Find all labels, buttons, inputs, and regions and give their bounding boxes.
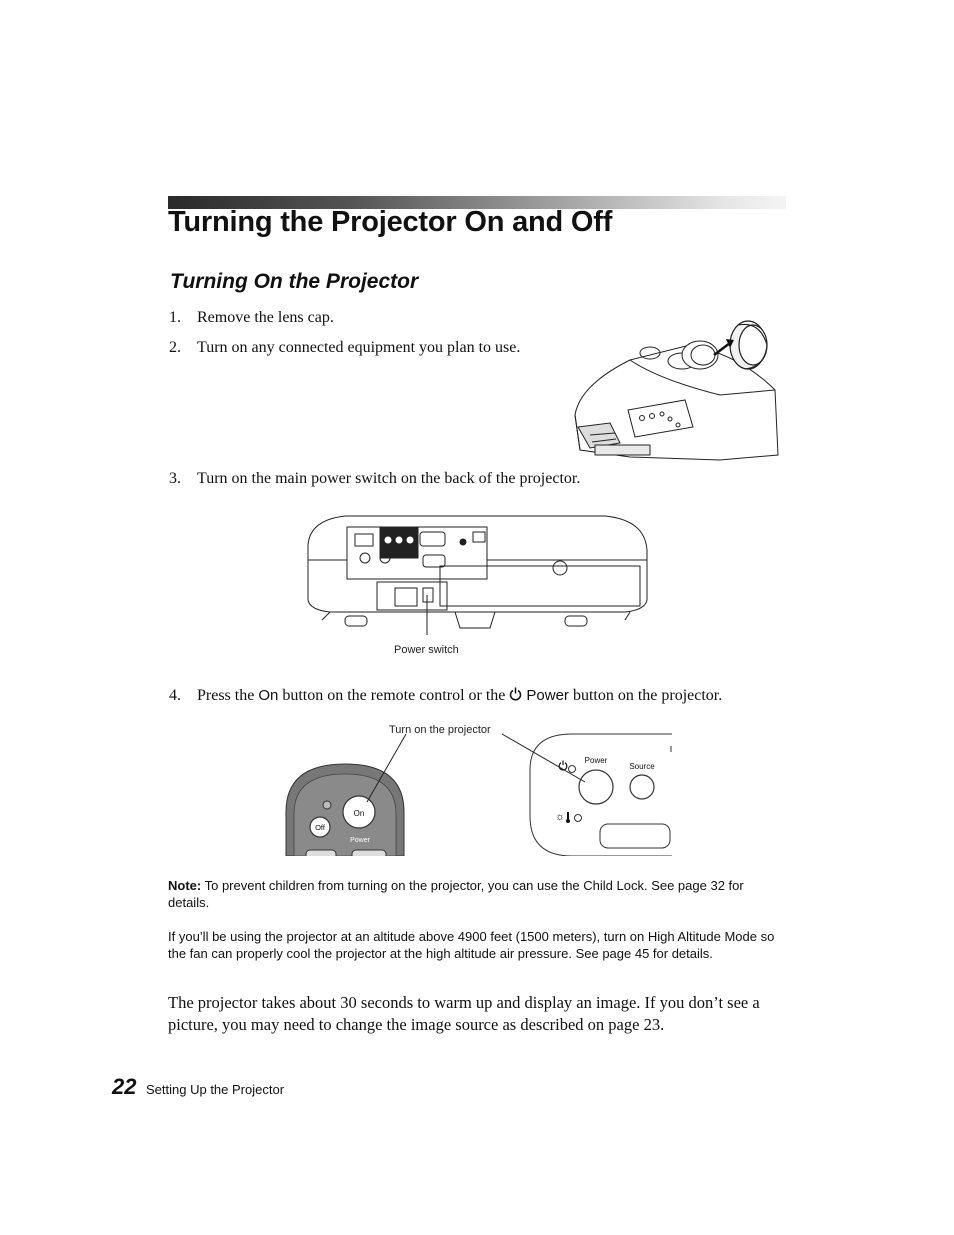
projector-back-illustration <box>305 510 650 635</box>
note-label: Note: <box>168 878 202 893</box>
step-number: 4. <box>169 687 181 704</box>
step-number: 1. <box>169 309 181 326</box>
step-text-post: button on the projector. <box>572 687 723 704</box>
remote-power-label: Power <box>350 837 370 844</box>
power-button-label: Power <box>526 687 569 704</box>
remote-off-label: Off <box>315 823 325 832</box>
footer-section: Setting Up the Projector <box>146 1082 285 1097</box>
note-altitude: If you’ll be using the projector at an altitude above 4900 feet (1500 meters), turn on High Altitude Mode so the fan can properly cool the projector at the high altitude air pressure. See page 45 for details. <box>168 929 775 961</box>
page-number: 22 <box>112 1074 137 1099</box>
lens-cap-illustration <box>570 315 785 463</box>
panel-source-label: Source <box>629 762 655 771</box>
svg-text:☼: ☼ <box>555 811 566 823</box>
step-number: 3. <box>169 470 181 487</box>
power-switch-caption: Power switch <box>394 644 459 656</box>
page-title: Turning the Projector On and Off <box>168 206 613 238</box>
panel-power-label: Power <box>584 756 608 765</box>
step-text: Turn on any connected equipment you plan to use. <box>197 339 521 356</box>
step-text: Turn on the main power switch on the back of the projector. <box>197 470 581 487</box>
step-text: Remove the lens cap. <box>197 309 334 326</box>
remote-and-panel-illustration <box>280 732 680 856</box>
step-text-pre: Press the <box>197 687 255 704</box>
note-text: To prevent children from turning on the projector, you can use the Child Lock. See page 32 for details. <box>168 878 744 910</box>
step-text-mid: button on the remote control or the <box>282 687 506 704</box>
step-number: 2. <box>169 339 181 356</box>
note-child-lock <box>168 877 780 911</box>
power-icon <box>509 687 522 701</box>
on-button-label: On <box>258 687 279 704</box>
body-paragraph: The projector takes about 30 seconds to warm up and display an image. If you don’t see a picture, you may need to change the image source as described on page 23. <box>168 993 760 1034</box>
section-title: Turning On the Projector <box>170 270 419 293</box>
remote-on-label: On <box>353 809 365 818</box>
turn-on-caption: Turn on the projector <box>389 724 491 736</box>
